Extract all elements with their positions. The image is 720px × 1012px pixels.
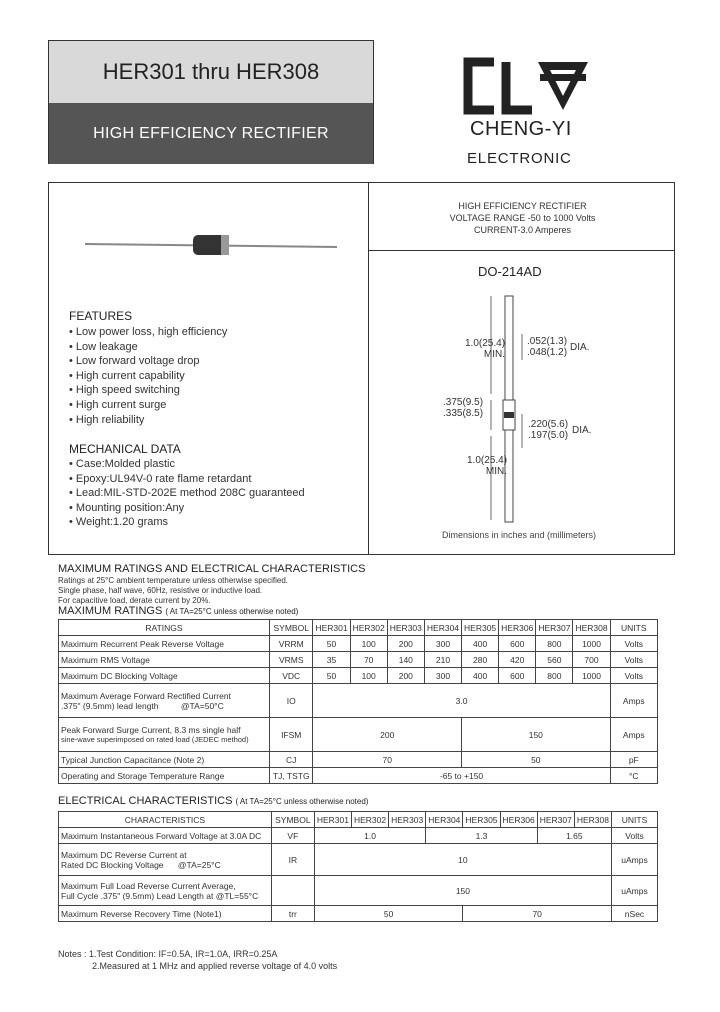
table-cell: Amps bbox=[610, 718, 657, 752]
table-cell: 1000 bbox=[573, 636, 610, 652]
table-cell: Typical Junction Capacitance (Note 2) bbox=[59, 752, 270, 768]
table-cell: HER308 bbox=[573, 620, 610, 636]
text-line: .335(8.5) bbox=[443, 408, 484, 419]
table-cell: HER301 bbox=[314, 812, 351, 828]
table-cell: SYMBOL bbox=[271, 812, 314, 828]
text-line: Single phase, half wave, 60Hz, resistive or inductive load. bbox=[58, 586, 263, 595]
dim-body-dia bbox=[528, 419, 568, 441]
table-cell: 70 bbox=[463, 906, 612, 922]
table-cell: 1.65 bbox=[537, 828, 611, 844]
table-cell: 50 bbox=[313, 636, 350, 652]
text-line: 1.0(25.4) bbox=[467, 455, 508, 466]
table-cell: uAmps bbox=[611, 876, 657, 906]
table-cell: Maximum Reverse Recovery Time (Note1) bbox=[59, 906, 272, 922]
list-item: • Low forward voltage drop bbox=[69, 354, 227, 369]
table-cell: HER303 bbox=[387, 620, 424, 636]
diode-image bbox=[85, 232, 337, 256]
table-cell: 400 bbox=[462, 636, 499, 652]
table-cell: Maximum Recurrent Peak Reverse Voltage bbox=[59, 636, 270, 652]
table-cell: 3.0 bbox=[313, 684, 610, 718]
list-item: • High speed switching bbox=[69, 383, 227, 398]
max-ratings-heading: MAXIMUM RATINGS ( At TA=25°C unless otherwise noted) bbox=[58, 605, 299, 617]
table-cell: HER308 bbox=[574, 812, 611, 828]
text-line: .048(1.2) bbox=[527, 347, 568, 358]
table-cell: Maximum DC Reverse Current at Rated DC Blocking Voltage @TA=25°C bbox=[59, 844, 272, 876]
features-heading: FEATURES bbox=[69, 309, 133, 323]
note-2: 2.Measured at 1 MHz and applied reverse voltage of 4.0 volts bbox=[92, 961, 338, 971]
list-item: • Mounting position:Any bbox=[69, 501, 305, 516]
table-cell: Operating and Storage Temperature Range bbox=[59, 768, 270, 784]
list-item: • Epoxy:UL94V-0 rate flame retardant bbox=[69, 472, 305, 487]
table-cell: uAmps bbox=[611, 844, 657, 876]
table-cell: IO bbox=[269, 684, 313, 718]
product-description bbox=[370, 200, 675, 236]
table-cell: Maximum Full Load Reverse Current Average, Full Cycle .375" (9.5mm) Lead Length at @TL=55°C bbox=[59, 876, 272, 906]
table-cell: SYMBOL bbox=[269, 620, 313, 636]
table-cell: TJ, TSTG bbox=[269, 768, 313, 784]
table-cell: 35 bbox=[313, 652, 350, 668]
electrical-heading: ELECTRICAL CHARACTERISTICS ( At TA=25°C unless otherwise noted) bbox=[58, 795, 369, 807]
mechanical-heading: MECHANICAL DATA bbox=[69, 442, 181, 456]
table-cell: HER306 bbox=[499, 620, 536, 636]
title-box bbox=[48, 40, 374, 164]
text-line: MIN. bbox=[485, 466, 508, 477]
table-cell: Maximum Instantaneous Forward Voltage at 3.0A DC bbox=[59, 828, 272, 844]
brand-name: CHENG-YI bbox=[470, 118, 572, 140]
table-cell: 600 bbox=[499, 668, 536, 684]
note-1: Notes : 1.Test Condition: IF=0.5A, IR=1.0A, IRR=0.25A bbox=[58, 949, 278, 959]
table-row bbox=[59, 636, 658, 652]
cheng-yi-logo-icon bbox=[462, 56, 597, 118]
table-cell: HER303 bbox=[389, 812, 426, 828]
mechanical-list bbox=[69, 457, 305, 530]
table-row bbox=[59, 652, 658, 668]
table-cell: HER302 bbox=[351, 812, 388, 828]
table-cell: 400 bbox=[462, 668, 499, 684]
table-cell: pF bbox=[610, 752, 657, 768]
table-cell: 50 bbox=[462, 752, 611, 768]
table-cell: nSec bbox=[611, 906, 657, 922]
table-row bbox=[59, 668, 658, 684]
table-cell: CJ bbox=[269, 752, 313, 768]
dim-body-length bbox=[443, 397, 483, 419]
table-cell: RATINGS bbox=[59, 620, 270, 636]
table-cell: VDC bbox=[269, 668, 313, 684]
desc-line2: VOLTAGE RANGE -50 to 1000 Volts bbox=[449, 213, 596, 223]
electrical-table bbox=[58, 811, 658, 922]
table-cell: 300 bbox=[424, 636, 461, 652]
table-cell: IR bbox=[271, 844, 314, 876]
table-cell: Maximum Average Forward Rectified Current .375" (9.5mm) lead length @TA=50°C bbox=[59, 684, 270, 718]
table-cell: 1000 bbox=[573, 668, 610, 684]
table-cell: 50 bbox=[313, 668, 350, 684]
text-line: 1.0(25.4) bbox=[465, 338, 506, 349]
table-cell: 420 bbox=[499, 652, 536, 668]
list-item: • High reliability bbox=[69, 413, 227, 428]
table-cell: 200 bbox=[313, 718, 462, 752]
list-item: • Case:Molded plastic bbox=[69, 457, 305, 472]
footnotes bbox=[58, 948, 337, 972]
table-cell: 560 bbox=[536, 652, 573, 668]
table-cell: Volts bbox=[610, 668, 657, 684]
table-row bbox=[59, 768, 658, 784]
table-cell: HER302 bbox=[350, 620, 387, 636]
table-cell: Peak Forward Surge Current, 8.3 ms single half sine-wave superimposed on rated load (JEDEC method) bbox=[59, 718, 270, 752]
table-cell: HER304 bbox=[426, 812, 463, 828]
table-cell: 280 bbox=[462, 652, 499, 668]
table-cell: IFSM bbox=[269, 718, 313, 752]
table-cell: HER304 bbox=[424, 620, 461, 636]
table-row bbox=[59, 844, 658, 876]
list-item: • High current capability bbox=[69, 369, 227, 384]
desc-line1: HIGH EFFICIENCY RECTIFIER bbox=[458, 201, 587, 211]
table-cell: VRMS bbox=[269, 652, 313, 668]
table-cell: trr bbox=[271, 906, 314, 922]
table-cell: HER305 bbox=[463, 812, 500, 828]
table-cell: Volts bbox=[610, 652, 657, 668]
part-title: HER301 thru HER308 bbox=[49, 41, 373, 103]
table-cell: 200 bbox=[387, 668, 424, 684]
dim-lead-dia bbox=[527, 336, 567, 358]
list-item: • Lead:MIL-STD-202E method 208C guaranteed bbox=[69, 486, 305, 501]
table-cell: HER307 bbox=[536, 620, 573, 636]
table-cell: VRRM bbox=[269, 636, 313, 652]
desc-line3: CURRENT-3.0 Amperes bbox=[473, 225, 572, 235]
table-cell: 210 bbox=[424, 652, 461, 668]
table-cell: Maximum RMS Voltage bbox=[59, 652, 270, 668]
list-item: • High current surge bbox=[69, 398, 227, 413]
dim-lead-length-bottom bbox=[467, 455, 507, 477]
text-line: For capacitive load, derate current by 20%. bbox=[58, 596, 211, 605]
dim-lead-length bbox=[465, 338, 505, 360]
dim-body-dia-label: DIA. bbox=[572, 425, 592, 436]
table-cell: HER301 bbox=[313, 620, 350, 636]
table-cell: Amps bbox=[610, 684, 657, 718]
table-cell: 100 bbox=[350, 636, 387, 652]
table-cell: 1.3 bbox=[426, 828, 537, 844]
ratings-heading: MAXIMUM RATINGS AND ELECTRICAL CHARACTERISTICS bbox=[58, 563, 366, 575]
list-item: • Low leakage bbox=[69, 340, 227, 355]
table-row bbox=[59, 876, 658, 906]
table-cell: 1.0 bbox=[314, 828, 425, 844]
dimensions-note: Dimensions in inches and (millimeters) bbox=[442, 530, 597, 540]
table-row bbox=[59, 718, 658, 752]
table-cell: 600 bbox=[499, 636, 536, 652]
frame-divider bbox=[368, 182, 369, 555]
list-item: • Weight:1.20 grams bbox=[69, 515, 305, 530]
table-cell: HER305 bbox=[462, 620, 499, 636]
ratings-notes bbox=[58, 576, 288, 606]
table-cell: HER306 bbox=[500, 812, 537, 828]
text-line: MIN. bbox=[483, 349, 506, 360]
table-cell: Maximum DC Blocking Voltage bbox=[59, 668, 270, 684]
table-cell: 70 bbox=[350, 652, 387, 668]
table-header-row bbox=[59, 620, 658, 636]
table-row bbox=[59, 828, 658, 844]
max-ratings-table bbox=[58, 619, 658, 784]
table-cell: 800 bbox=[536, 636, 573, 652]
table-cell: UNITS bbox=[610, 620, 657, 636]
table-cell: 700 bbox=[573, 652, 610, 668]
table-cell: 800 bbox=[536, 668, 573, 684]
table-cell: 150 bbox=[462, 718, 611, 752]
list-item: • Low power loss, high efficiency bbox=[69, 325, 227, 340]
table-cell: CHARACTERISTICS bbox=[59, 812, 272, 828]
table-cell: 140 bbox=[387, 652, 424, 668]
table-cell: UNITS bbox=[611, 812, 657, 828]
table-cell: 10 bbox=[314, 844, 611, 876]
text-line: .220(5.6) bbox=[528, 419, 569, 430]
table-cell: HER307 bbox=[537, 812, 574, 828]
brand-subtitle: ELECTRONIC bbox=[467, 150, 572, 167]
table-cell: -65 to +150 bbox=[313, 768, 610, 784]
table-cell: 300 bbox=[424, 668, 461, 684]
table-cell: °C bbox=[610, 768, 657, 784]
features-list bbox=[69, 325, 227, 427]
table-cell: 50 bbox=[314, 906, 463, 922]
table-header-row bbox=[59, 812, 658, 828]
table-row bbox=[59, 684, 658, 718]
table-cell: VF bbox=[271, 828, 314, 844]
table-cell: 70 bbox=[313, 752, 462, 768]
dim-lead-dia-label: DIA. bbox=[570, 342, 590, 353]
package-name: DO-214AD bbox=[478, 264, 542, 279]
text-line: .375(9.5) bbox=[443, 397, 484, 408]
part-subtitle: HIGH EFFICIENCY RECTIFIER bbox=[49, 103, 373, 164]
text-line: .052(1.3) bbox=[527, 336, 568, 347]
table-row bbox=[59, 752, 658, 768]
frame-divider-horizontal bbox=[368, 250, 675, 251]
table-cell: 100 bbox=[350, 668, 387, 684]
table-cell: Volts bbox=[611, 828, 657, 844]
text-line: .197(5.0) bbox=[528, 430, 569, 441]
table-cell: 200 bbox=[387, 636, 424, 652]
table-cell: Volts bbox=[610, 636, 657, 652]
table-row bbox=[59, 906, 658, 922]
table-cell bbox=[271, 876, 314, 906]
text-line: Ratings at 25°C ambient temperature unless otherwise specified. bbox=[58, 576, 288, 585]
table-cell: 150 bbox=[314, 876, 611, 906]
